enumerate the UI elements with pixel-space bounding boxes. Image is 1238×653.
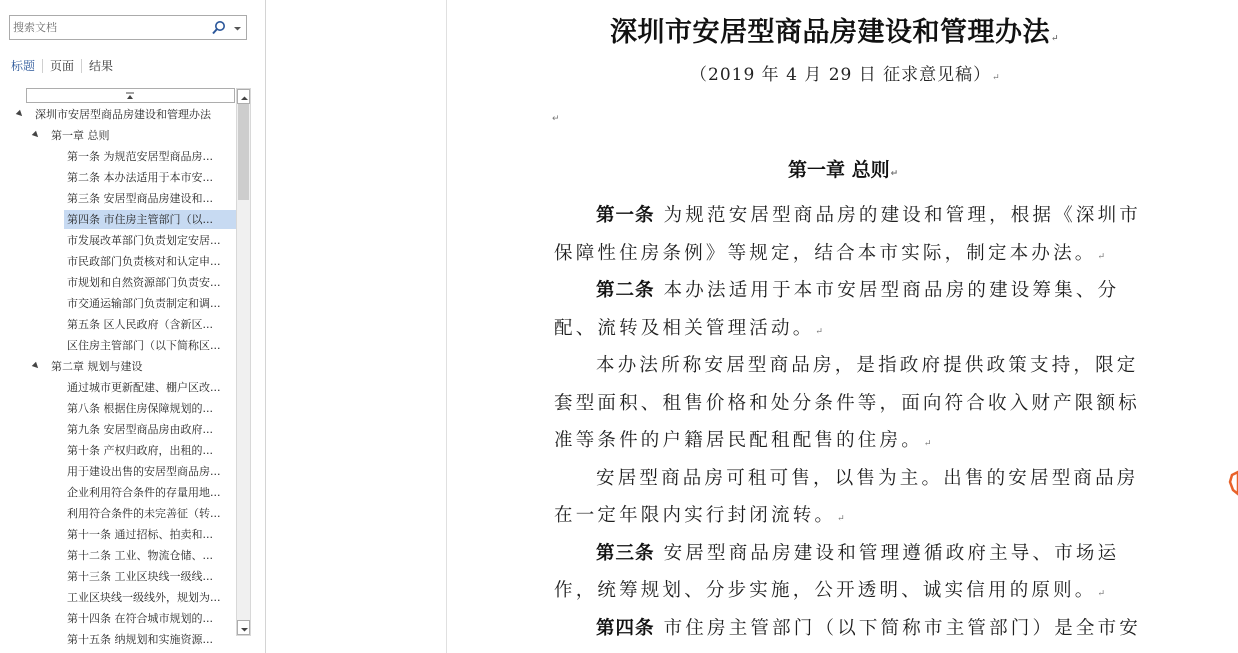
- search-box[interactable]: [9, 15, 247, 40]
- tab-headings[interactable]: 标题: [11, 59, 36, 73]
- tree-item[interactable]: [10, 189, 239, 208]
- tree-item-label: 第十二条 工业、物流仓储、...: [67, 549, 213, 562]
- body-line-text: 安居型商品房建设和管理遵循政府主导、市场运: [654, 542, 1120, 564]
- body-line: [554, 239, 1139, 265]
- heading-tree: [10, 88, 235, 646]
- tree-item[interactable]: [10, 609, 239, 628]
- article-number: 第四条: [596, 617, 655, 639]
- body-line-text: 在一定年限内实行封闭流转。: [554, 505, 837, 526]
- tree-item[interactable]: [10, 441, 239, 460]
- body-line-text: 本办法所称安居型商品房，是指政府提供政策支持，限定: [596, 355, 1139, 376]
- body-line-text: 作，统筹规划、分步实施，公开透明、诚实信用的原则。: [554, 580, 1097, 601]
- empty-paragraph: [551, 106, 560, 125]
- document-page[interactable]: [447, 0, 1236, 653]
- tree-heading[interactable]: [10, 105, 232, 124]
- expand-triangle-icon[interactable]: [32, 131, 40, 139]
- tree-item[interactable]: [10, 546, 239, 565]
- tree-item-label: 市发展改革部门负责划定安居...: [67, 234, 221, 247]
- paragraph-mark: ↵: [992, 73, 1001, 83]
- scroll-down-button[interactable]: [237, 620, 250, 635]
- tree-item[interactable]: [10, 168, 239, 187]
- tree-item[interactable]: [10, 504, 239, 523]
- tree-item-label: 第十条 产权归政府，出租的...: [67, 444, 213, 457]
- body-line: [554, 426, 1139, 452]
- paragraph-mark: ↵: [1051, 34, 1060, 44]
- tree-item[interactable]: [10, 399, 239, 418]
- tree-item[interactable]: [10, 525, 239, 544]
- tree-item[interactable]: [10, 294, 239, 313]
- tree-item-label: 第二条 本办法适用于本市安...: [67, 171, 213, 184]
- paragraph-mark: ↵: [815, 326, 827, 337]
- collapse-all-button[interactable]: [26, 88, 235, 103]
- tree-item-label: 第八条 根据住房保障规划的...: [67, 402, 213, 415]
- body-line: [554, 464, 1139, 490]
- search-input[interactable]: [13, 18, 209, 37]
- tree-item[interactable]: [10, 336, 239, 355]
- tree-item-label: 区住房主管部门（以下简称区...: [67, 339, 221, 352]
- document-subtitle: [690, 60, 1001, 85]
- chevron-down-icon[interactable]: [231, 19, 244, 37]
- tree-item[interactable]: [10, 147, 239, 166]
- paragraph-mark: ↵: [1097, 251, 1109, 262]
- tree-item-label: 第十一条 通过招标、拍卖和...: [67, 528, 213, 541]
- tree-item-label: 第四条 市住房主管部门（以...: [64, 210, 239, 229]
- expand-triangle-icon[interactable]: [16, 110, 24, 118]
- tree-item-label: 通过城市更新配建、棚户区改...: [67, 381, 221, 394]
- body-line-text: 安居型商品房可租可售，以售为主。出售的安居型商品房: [596, 467, 1139, 489]
- body-line: [554, 276, 1139, 302]
- body-line-text: 保障性住房条例》等规定，结合本市实际，制定本办法。: [554, 242, 1097, 264]
- tree-item[interactable]: [10, 588, 239, 607]
- body-line-text: 本办法适用于本市安居型商品房的建设筹集、分: [654, 280, 1120, 301]
- body-line: [554, 576, 1139, 602]
- scroll-up-button[interactable]: [237, 89, 250, 104]
- tree-item-label: 第一章 总则: [51, 129, 110, 142]
- body-line-text: 套型面积、租售价格和处分条件等，面向符合收入财产限额标: [554, 392, 1140, 414]
- tree-item-label: 第十三条 工业区块线一级线...: [67, 570, 213, 583]
- navigation-pane: [0, 0, 266, 653]
- tree-item[interactable]: [10, 231, 239, 250]
- body-line: [554, 201, 1139, 227]
- body-line-text: 配、流转及相关管理活动。: [554, 317, 815, 339]
- body-line-text: 市住房主管部门（以下简称市主管部门）是全市安: [654, 617, 1141, 639]
- tree-item[interactable]: [10, 462, 239, 481]
- tree-item-label: 利用符合条件的未完善征（转...: [67, 507, 221, 520]
- tree-item-label: 企业利用符合条件的存量用地...: [67, 486, 221, 499]
- tree-item[interactable]: [10, 315, 239, 334]
- expand-triangle-icon[interactable]: [32, 362, 40, 370]
- article-number: 第一条: [596, 205, 655, 226]
- tree-item[interactable]: [10, 252, 239, 271]
- tree-item-label: 第九条 安居型商品房由政府...: [67, 423, 213, 436]
- tree-item[interactable]: [10, 420, 239, 439]
- paragraph-mark: ↵: [837, 514, 848, 524]
- tree-item-label: 工业区块线一级线外，规划为...: [67, 591, 221, 604]
- body-line: [554, 389, 1139, 415]
- tree-item-label: 第三条 安居型商品房建设和...: [67, 192, 213, 205]
- nav-scrollbar[interactable]: [236, 88, 251, 636]
- tree-item-label: 市交通运输部门负责制定和调...: [67, 297, 221, 310]
- nav-tabs: [4, 55, 120, 77]
- paragraph-mark: ↵: [890, 169, 899, 179]
- body-line-text: 为规范安居型商品房的建设和管理，根据《深圳市: [654, 205, 1141, 226]
- scrollbar-thumb[interactable]: [238, 104, 249, 200]
- paragraph-mark: ↵: [923, 439, 935, 449]
- chapter-heading-text: 第一章 总则: [788, 159, 890, 181]
- tree-item[interactable]: [10, 210, 239, 229]
- tree-item-label: 第二章 规划与建设: [51, 360, 143, 373]
- body-line-text: 准等条件的户籍居民配租配售的住房。: [554, 430, 923, 451]
- paragraph-mark: ↵: [552, 114, 560, 124]
- tree-item-label: 第十四条 在符合城市规划的...: [67, 612, 213, 625]
- tree-heading[interactable]: [10, 126, 233, 145]
- body-line: [554, 351, 1139, 377]
- chapter-heading: [788, 155, 898, 182]
- article-number: 第二条: [596, 280, 655, 301]
- tree-item-label: 市民政部门负责核对和认定申...: [67, 255, 221, 268]
- body-line: [554, 614, 1139, 640]
- tree-item-label: 用于建设出售的安居型商品房...: [67, 465, 221, 478]
- body-line: [554, 539, 1139, 565]
- tree-item[interactable]: [10, 630, 239, 649]
- tree-item-label: 第十五条 纳规划和实施资源...: [67, 633, 213, 646]
- side-bookmark-icon[interactable]: [1228, 470, 1238, 496]
- body-line: [554, 501, 1139, 527]
- tree-item-label: 第一条 为规范安居型商品房...: [67, 150, 213, 163]
- document-title: [610, 10, 1059, 49]
- body-line: [554, 314, 1139, 340]
- document-subtitle-text: （2019 年 4 月 29 日 征求意见稿）: [690, 65, 992, 85]
- search-icon[interactable]: [210, 19, 228, 37]
- tree-item[interactable]: [10, 567, 239, 586]
- tab-pages[interactable]: 页面: [50, 59, 75, 73]
- tree-item[interactable]: [10, 483, 239, 502]
- tree-item[interactable]: [10, 273, 239, 292]
- document-title-text: 深圳市安居型商品房建设和管理办法: [610, 17, 1050, 48]
- tab-results[interactable]: 结果: [89, 59, 114, 73]
- tree-item-label: 第五条 区人民政府（含新区...: [67, 318, 213, 331]
- tree-item-label: 深圳市安居型商品房建设和管理办法: [35, 108, 211, 121]
- tree-item-label: 市规划和自然资源部门负责安...: [67, 276, 221, 289]
- tree-item[interactable]: [10, 378, 239, 397]
- tree-heading[interactable]: [10, 357, 233, 376]
- paragraph-mark: ↵: [1097, 589, 1109, 599]
- article-number: 第三条: [596, 542, 655, 564]
